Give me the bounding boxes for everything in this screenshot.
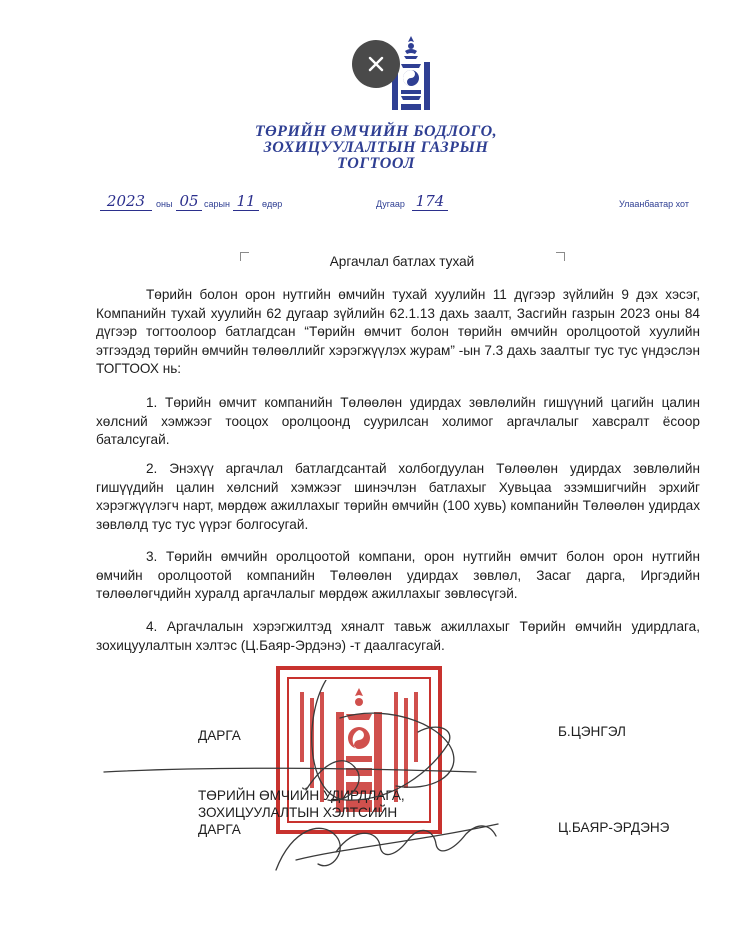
- dept-head-name: Ц.БАЯР-ЭРДЭНЭ: [558, 820, 670, 835]
- date-line: [100, 192, 700, 216]
- preamble-paragraph: Төрийн болон орон нутгийн өмчийн тухай хуулийн 11 дүгээр зүйлийн 9 дэх хэсэг, Компанийн тухай хуулийн 62 дугаар зүйлийн 62.1.13 дахь заалт, Засгийн газрын 2023 оны 84 дүгээр тогтоолоор батлагдсан “Төрийн өмчит болон төрийн өмчийн оролцоотой хуулийн этгээдэд төрийн өмчийн төлөөллийг хэрэгжүүлэх журам” -ын 7.3 дахь заалтыг тус тус үндэслэн ТОГТООХ нь:: [96, 287, 700, 377]
- month-suffix: сарын: [204, 199, 230, 209]
- dept-title-line3: ДАРГА: [198, 822, 241, 837]
- number-value: 174: [412, 192, 448, 211]
- year-value: 2023: [100, 192, 152, 211]
- year-suffix: оны: [156, 199, 173, 209]
- list-item-2: 2. Энэхүү аргачлал батлагдсантай холбогдуулан Төлөөлөн удирдах зөвлөлийн гишүүдийн цалин хөлсний хэмжээг шинэчлэн батлахыг Хувьцаа эзэмшигчийн эрхийг хэрэгжүүлэгч нарт, мөрдөж ажиллахыг төрийн өмчийн (100 хувь) компанийн Төлөөлөн удирдах зөвлөлд тус тус үүрэг болгосугай.: [96, 461, 700, 532]
- list-item-4: 4. Аргачлалын хэрэгжилтэд хяналт тавьж ажиллахыг Төрийн өмчийн удирдлага, зохицуулалтын хэлтэс (Ц.Баяр-Эрдэнэ) -т даалгасугай.: [96, 619, 700, 653]
- chair-name: Б.ЦЭНГЭЛ: [558, 724, 626, 739]
- subject-title: Аргачлал батлах тухай: [329, 254, 475, 269]
- number-label: Дугаар: [376, 199, 405, 209]
- chair-title: ДАРГА: [198, 728, 241, 743]
- city: Улаанбаатар хот: [619, 199, 689, 209]
- dept-title-line2: ЗОХИЦУУЛАЛТЫН ХЭЛТСИЙН: [198, 805, 398, 820]
- close-icon: [368, 56, 384, 72]
- close-button[interactable]: [352, 40, 400, 88]
- day-value: 11: [233, 192, 259, 211]
- list-item-3: 3. Төрийн өмчийн оролцоотой компани, орон нутгийн өмчит болон орон нутгийн өмчийн оролцоотой компанийн Төлөөлөн удирдах зөвлөл, Засаг дарга, Иргэдийн төлөөлөгчдийн хуралд аргачлалыг мөрдөж ажиллахыг зөвлөсүгэй.: [96, 549, 700, 602]
- list-item-1: 1. Төрийн өмчит компанийн Төлөөлөн удирдах зөвлөлийн гишүүний цагийн цалин хөлсний хэмжээг тооцох оролцоонд суурилсан холимог аргачлалыг хавсралт ёсоор баталсугай.: [96, 395, 700, 448]
- agency-name-line1: ТӨРИЙН ӨМЧИЙН БОДЛОГО,: [254, 123, 498, 140]
- month-value: 05: [176, 192, 202, 211]
- agency-name-line2: ЗОХИЦУУЛАЛТЫН ГАЗРЫН: [263, 139, 489, 156]
- day-suffix: өдөр: [262, 199, 283, 209]
- document-type: ТОГТООЛ: [337, 155, 415, 172]
- dept-title-line1: ТӨРИЙН ӨМЧИЙН УДИРДЛАГА,: [198, 788, 405, 803]
